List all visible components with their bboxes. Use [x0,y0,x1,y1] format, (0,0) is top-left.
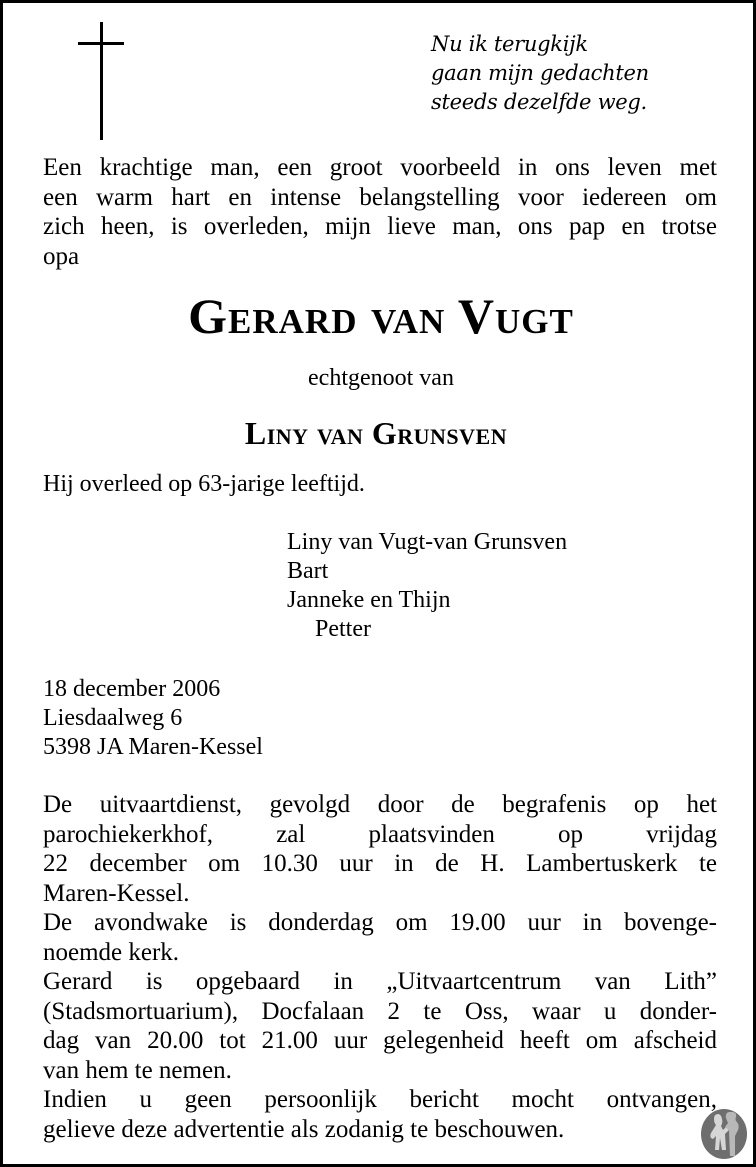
service-line: gelieve deze advertentie als zodanig te beschouwen. [43,1115,565,1143]
service-line: Indien u geen persoonlijk bericht mocht ontvangen, [43,1086,717,1113]
intro-line: Een krachtige man, een groot voorbeeld in ons leven met [43,154,717,181]
service-line: (Stadsmortuarium), Docfalaan 2 te Oss, waar u donder- [43,997,717,1025]
intro-line: een warm hart en intense belangstelling voor iedereen om [43,183,717,211]
address-block [43,675,263,762]
service-line: parochiekerkhof, zal plaatsvinden op vrijdag [43,820,717,848]
service-line: dag van 20.00 tot 21.00 uur gelegenheid heeft om afscheid [43,1027,717,1054]
service-line: 22 december om 10.30 uur in de H. Lambertuskerk te [43,850,717,877]
intro-paragraph [43,153,717,271]
cross-icon [78,22,124,140]
service-details [43,790,717,1144]
family-member: Liny van Vugt-van Grunsven [287,529,568,555]
family-list [287,528,567,644]
relation-label: echtgenoot van [308,365,454,391]
family-member: Petter [315,616,371,642]
embracing-figures-logo-icon [700,1108,748,1160]
poem-line: steeds dezelfde weg. [431,90,647,114]
intro-line: opa [43,242,80,270]
poem-line: Nu ik terugkijk [431,32,588,56]
service-line: noemde kerk. [43,938,180,966]
deceased-name: Gerard van Vugt [188,288,574,344]
intro-line: zich heen, is overleden, mijn lieve man, ons pap en trotse [43,213,717,240]
service-line: De uitvaartdienst, gevolgd door de begrafenis op het [43,791,717,818]
service-line: Maren-Kessel. [43,879,190,907]
service-line: van hem te nemen. [43,1056,232,1084]
street-address: Liesdaalweg 6 [43,705,183,731]
family-member: Janneke en Thijn [287,587,451,613]
service-line: Gerard is opgebaard in „Uitvaartcentrum van Lith” [43,968,717,995]
postal-city: 5398 JA Maren-Kessel [43,734,263,760]
age-statement: Hij overleed op 63-jarige leeftijd. [43,471,365,497]
poem-quote [431,30,649,117]
service-line: De avondwake is donderdag om 19.00 uur in bovenge- [43,909,717,936]
spouse-name: Liny van Grunsven [244,415,508,451]
poem-line: gaan mijn gedachten [431,61,649,85]
death-date: 18 december 2006 [43,676,221,702]
family-member: Bart [287,558,329,584]
